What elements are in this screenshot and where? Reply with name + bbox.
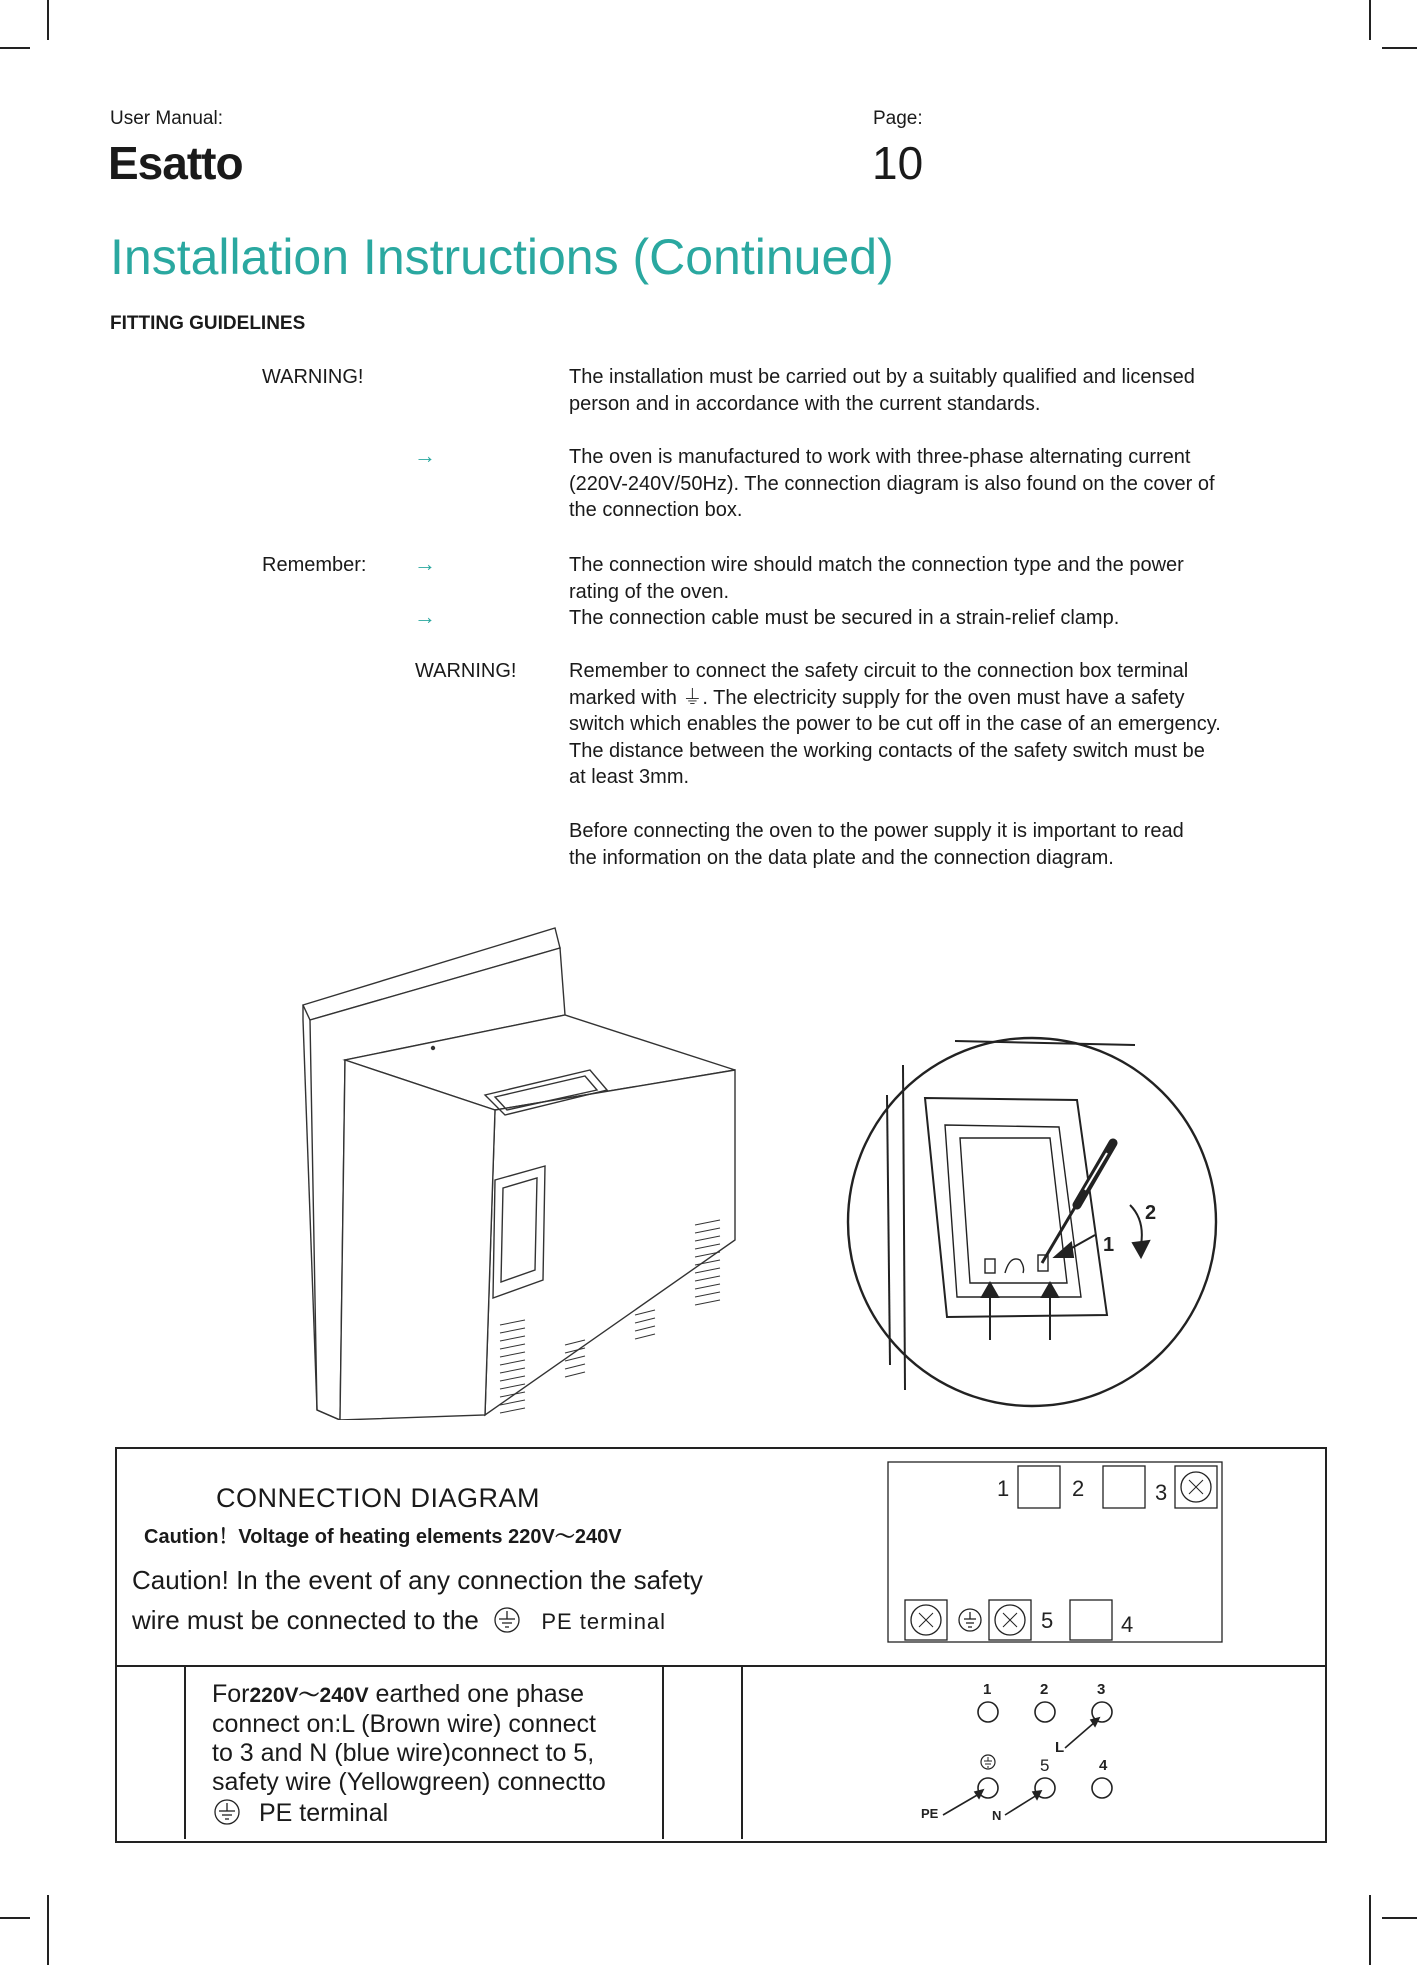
arrow-icon: → <box>414 551 436 576</box>
page-title: Installation Instructions (Continued) <box>110 229 894 285</box>
wiring-terminal-label: 3 <box>1097 1681 1106 1698</box>
text-line: safety wire (Yellowgreen) connectto <box>212 1768 606 1796</box>
divider <box>115 1665 1325 1667</box>
text-line: the connection box. <box>569 499 743 521</box>
text-line: The installation must be carried out by a suitably qualified and licensed <box>569 366 1195 388</box>
safety-caution-line1: Caution! In the event of any connection the safety <box>132 1565 703 1595</box>
terminal-label: 5 <box>1041 1608 1054 1633</box>
text-line: person and in accordance with the current standards. <box>569 392 1041 415</box>
diagram-heading: CONNECTION DIAGRAM <box>216 1483 541 1513</box>
crop-mark <box>1382 1917 1417 1919</box>
wiring-instructions <box>212 1680 672 1828</box>
section-heading: FITTING GUIDELINES <box>110 313 306 334</box>
terminal-block-diagram <box>885 1460 1225 1645</box>
text-line: to 3 and N (blue wire)connect to 5, <box>212 1739 595 1767</box>
cable-text: The connection cable must be secured in a strain-relief clamp. <box>569 607 1120 629</box>
text-line: Remember to connect the safety circuit to the connection box terminal <box>569 660 1189 682</box>
terminal-label: 3 <box>1155 1480 1168 1505</box>
terminal-label: 2 <box>1072 1476 1085 1501</box>
wiring-schematic <box>905 1670 1145 1820</box>
text-line: The oven is manufactured to work with three-phase alternating current <box>569 446 1191 468</box>
manual-label: User Manual: <box>110 108 223 129</box>
text-line: connect on:L (Brown wire) connect <box>212 1710 596 1738</box>
step-number-2: 2 <box>1145 1202 1157 1224</box>
safety-circuit-text <box>569 658 1349 791</box>
crop-mark <box>1369 1895 1371 1965</box>
text-line: at least 3mm. <box>569 766 690 788</box>
text-line: the information on the data plate and the connection diagram. <box>569 846 1114 869</box>
text-line: The distance between the working contacts of the safety switch must be <box>569 739 1205 762</box>
step-number-1: 1 <box>1103 1234 1115 1256</box>
earth-icon <box>212 1799 242 1825</box>
crop-mark <box>1382 47 1417 49</box>
warning-text <box>569 364 1329 417</box>
wiring-terminal-label: 2 <box>1040 1681 1049 1698</box>
terminal-box-detail <box>845 1035 1220 1410</box>
divider <box>184 1667 186 1839</box>
crop-mark <box>0 1917 30 1919</box>
page-label: Page: <box>873 108 923 129</box>
safety-caution-line2: wire must be connected to the PE terminal <box>132 1605 667 1635</box>
crop-mark <box>1369 0 1371 40</box>
oven-illustration <box>295 920 765 1420</box>
wiring-terminal-label: 4 <box>1099 1757 1108 1774</box>
data-plate-text <box>569 818 1349 871</box>
divider <box>741 1667 743 1839</box>
text-line: switch which enables the power to be cut off in the case of an emergency. <box>569 713 1221 735</box>
text-line: For220V～240V earthed one phase <box>212 1680 585 1708</box>
pe-label: PE <box>921 1806 939 1820</box>
crop-mark <box>0 47 30 49</box>
text-line: The connection wire should match the connection type and the power <box>569 554 1184 576</box>
text-line: PE terminal <box>212 1799 672 1828</box>
wire-text <box>569 552 1329 605</box>
terminal-label: 4 <box>1121 1612 1134 1637</box>
remember-label: Remember: <box>262 554 367 576</box>
earth-icon <box>492 1607 522 1633</box>
earth-symbol-icon: ⏚ <box>682 686 703 709</box>
brand-name: Esatto <box>108 137 243 189</box>
text-line: rating of the oven. <box>569 580 730 603</box>
phase-text <box>569 444 1329 524</box>
live-label: L <box>1055 1739 1065 1756</box>
text-line: Before connecting the oven to the power supply it is important to read <box>569 820 1184 842</box>
page-number: 10 <box>872 137 924 189</box>
warning-label-2: WARNING! <box>415 660 517 682</box>
wiring-terminal-label: 1 <box>983 1681 992 1698</box>
arrow-icon: → <box>414 604 436 629</box>
wiring-terminal-label: 5 <box>1040 1756 1050 1775</box>
voltage-caution: Caution！Voltage of heating elements 220V～240V <box>144 1526 622 1548</box>
terminal-label: 1 <box>997 1476 1010 1501</box>
neutral-label: N <box>992 1808 1002 1820</box>
warning-label: WARNING! <box>262 366 364 388</box>
crop-mark <box>47 1895 49 1965</box>
arrow-icon: → <box>414 443 436 468</box>
text-line: marked with ⏚. The electricity supply for the oven must have a safety <box>569 686 1185 709</box>
crop-mark <box>47 0 49 40</box>
text-line: (220V-240V/50Hz). The connection diagram is also found on the cover of <box>569 472 1215 495</box>
